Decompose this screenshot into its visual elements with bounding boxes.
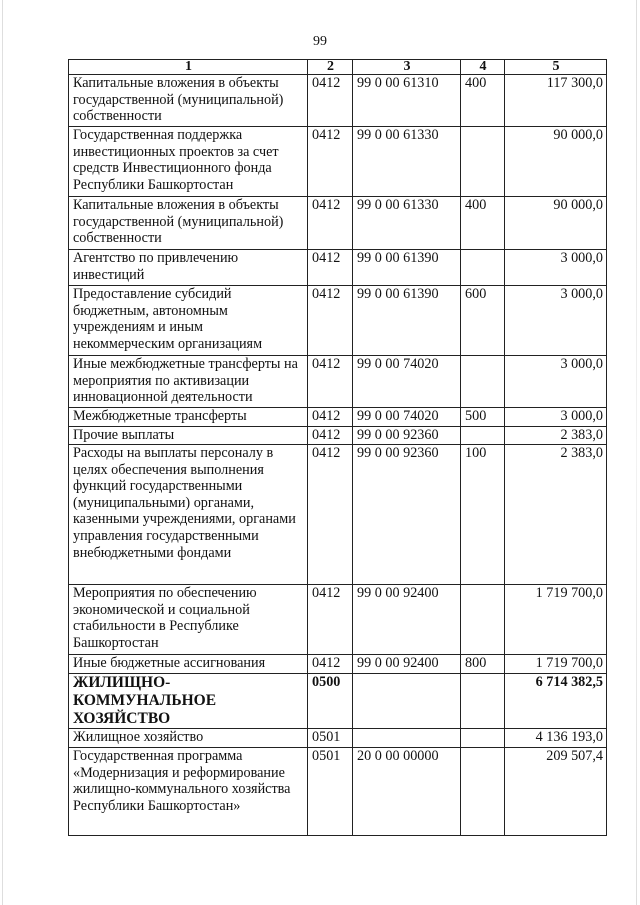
- scan-edge-left: [2, 0, 3, 905]
- cell-target: 99 0 00 92360: [353, 427, 461, 445]
- cell-target: [353, 729, 461, 748]
- cell-amount: 3 000,0: [505, 408, 607, 427]
- cell-section: 0412: [308, 585, 353, 655]
- table-row: [69, 445, 607, 585]
- cell-type: 800: [461, 655, 505, 674]
- cell-name: Иные бюджетные ассигнования: [69, 655, 308, 674]
- cell-section: 0412: [308, 408, 353, 427]
- cell-type: 400: [461, 197, 505, 250]
- cell-section: 0500: [308, 674, 353, 729]
- table-row: [69, 286, 607, 356]
- cell-section: 0412: [308, 75, 353, 127]
- table-row: [69, 655, 607, 674]
- cell-type: [461, 127, 505, 197]
- column-header-type: 4: [461, 60, 505, 75]
- cell-section: 0412: [308, 197, 353, 250]
- cell-type: 100: [461, 445, 505, 585]
- cell-section: 0412: [308, 427, 353, 445]
- column-header-target: 3: [353, 60, 461, 75]
- cell-target: 99 0 00 61330: [353, 197, 461, 250]
- cell-name: Капитальные вложения в объекты государственной (муниципальной) собственности: [69, 75, 308, 127]
- cell-name: Расходы на выплаты персоналу в целях обеспечения выполнения функций государственными (муниципальными) органами, казенными учреждениями, органами управления государственными внебюджетными фондами: [69, 445, 308, 585]
- cell-name: Иные межбюджетные трансферты на мероприятия по активизации инновационной деятельности: [69, 356, 308, 408]
- cell-name: Государственная программа «Модернизация и реформирование жилищно-коммунального хозяйства Республики Башкортостан»: [69, 748, 308, 836]
- cell-section: 0412: [308, 356, 353, 408]
- table-row-section-heading: [69, 674, 607, 729]
- cell-amount: 2 383,0: [505, 445, 607, 585]
- cell-type: [461, 729, 505, 748]
- cell-amount: 1 719 700,0: [505, 655, 607, 674]
- cell-type: 600: [461, 286, 505, 356]
- table-row: [69, 585, 607, 655]
- cell-type: [461, 748, 505, 836]
- table-row: [69, 356, 607, 408]
- cell-amount: 3 000,0: [505, 286, 607, 356]
- cell-type: [461, 427, 505, 445]
- table-row: [69, 729, 607, 748]
- scan-edge-right: [636, 0, 637, 905]
- cell-type: 500: [461, 408, 505, 427]
- cell-name: Прочие выплаты: [69, 427, 308, 445]
- cell-name: Предоставление субсидий бюджетным, автономным учреждениям и иным некоммерческим организациям: [69, 286, 308, 356]
- table-header-row: [69, 60, 607, 75]
- column-header-name: 1: [69, 60, 308, 75]
- table-row: [69, 748, 607, 836]
- table-row: [69, 197, 607, 250]
- cell-amount: 3 000,0: [505, 356, 607, 408]
- budget-table: [68, 59, 607, 836]
- cell-amount: 1 719 700,0: [505, 585, 607, 655]
- cell-amount: 3 000,0: [505, 250, 607, 286]
- cell-type: [461, 356, 505, 408]
- cell-name: Государственная поддержка инвестиционных проектов за счет средств Инвестиционного фонда Республики Башкортостан: [69, 127, 308, 197]
- cell-section: 0412: [308, 250, 353, 286]
- cell-amount: 209 507,4: [505, 748, 607, 836]
- cell-target: 99 0 00 61330: [353, 127, 461, 197]
- cell-name: Жилищное хозяйство: [69, 729, 308, 748]
- cell-target: 99 0 00 92360: [353, 445, 461, 585]
- table-row: [69, 127, 607, 197]
- cell-amount: 4 136 193,0: [505, 729, 607, 748]
- cell-type: 400: [461, 75, 505, 127]
- cell-target: 99 0 00 92400: [353, 585, 461, 655]
- table-row: [69, 408, 607, 427]
- cell-name: Межбюджетные трансферты: [69, 408, 308, 427]
- cell-section: 0412: [308, 127, 353, 197]
- cell-amount: 90 000,0: [505, 197, 607, 250]
- cell-amount: 6 714 382,5: [505, 674, 607, 729]
- cell-amount: 90 000,0: [505, 127, 607, 197]
- column-header-section: 2: [308, 60, 353, 75]
- page-number: 99: [313, 34, 327, 49]
- cell-target: 99 0 00 61310: [353, 75, 461, 127]
- cell-section: 0412: [308, 286, 353, 356]
- column-header-amount: 5: [505, 60, 607, 75]
- cell-section: 0501: [308, 729, 353, 748]
- cell-name: Капитальные вложения в объекты государственной (муниципальной) собственности: [69, 197, 308, 250]
- cell-type: [461, 250, 505, 286]
- table-row: [69, 427, 607, 445]
- cell-type: [461, 585, 505, 655]
- cell-target: 99 0 00 74020: [353, 408, 461, 427]
- cell-name: Агентство по привлечению инвестиций: [69, 250, 308, 286]
- cell-name: ЖИЛИЩНО-КОММУНАЛЬНОЕ ХОЗЯЙСТВО: [69, 674, 308, 729]
- cell-section: 0501: [308, 748, 353, 836]
- cell-target: 99 0 00 61390: [353, 286, 461, 356]
- cell-name: Мероприятия по обеспечению экономической и социальной стабильности в Республике Башкортостан: [69, 585, 308, 655]
- cell-target: [353, 674, 461, 729]
- table-row: [69, 75, 607, 127]
- cell-target: 99 0 00 61390: [353, 250, 461, 286]
- cell-amount: 2 383,0: [505, 427, 607, 445]
- table-row: [69, 250, 607, 286]
- cell-section: 0412: [308, 445, 353, 585]
- cell-section: 0412: [308, 655, 353, 674]
- cell-type: [461, 674, 505, 729]
- cell-target: 99 0 00 92400: [353, 655, 461, 674]
- cell-amount: 117 300,0: [505, 75, 607, 127]
- cell-target: 20 0 00 00000: [353, 748, 461, 836]
- cell-target: 99 0 00 74020: [353, 356, 461, 408]
